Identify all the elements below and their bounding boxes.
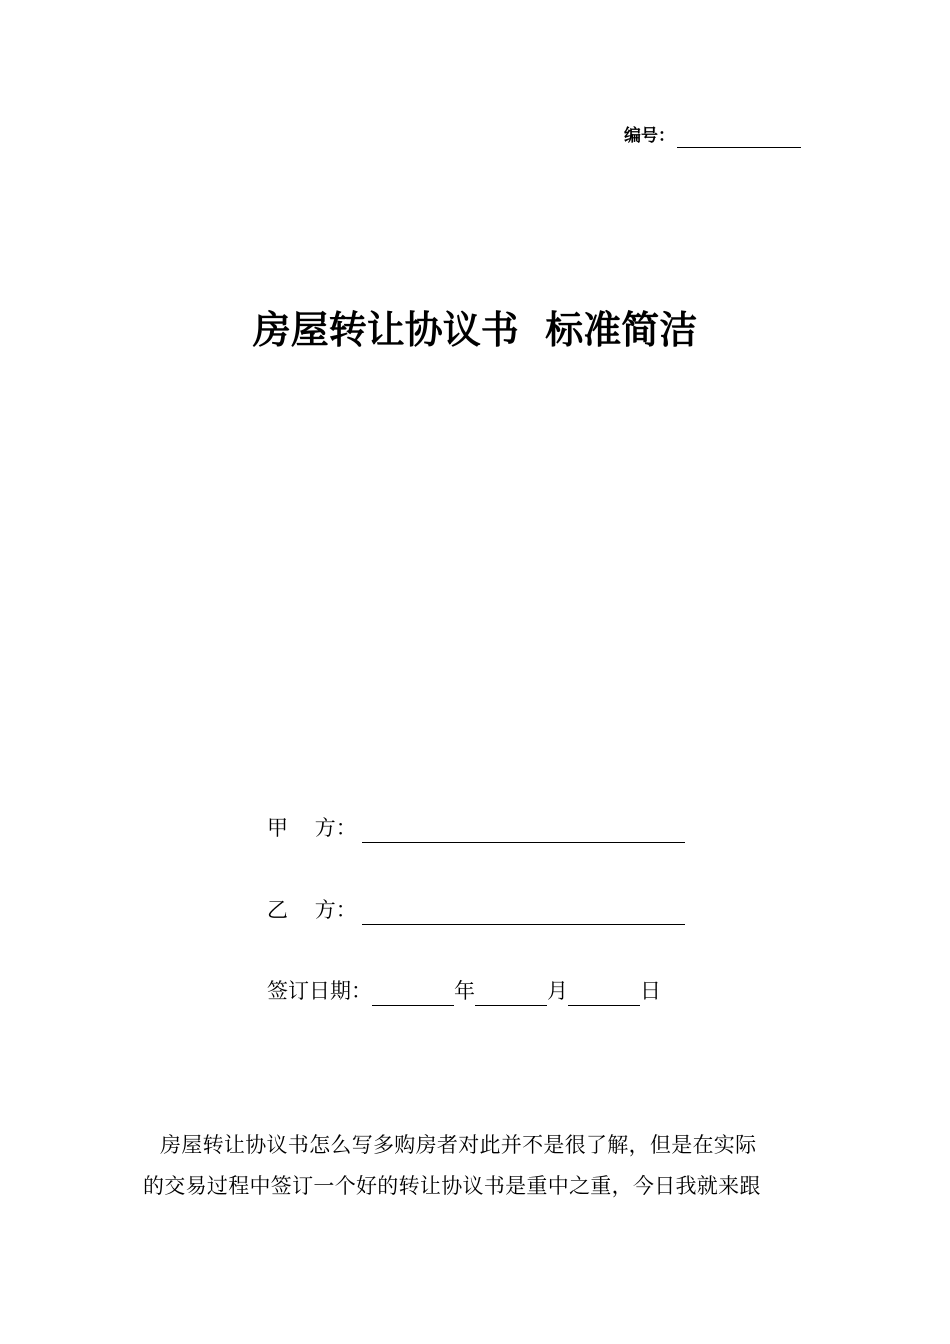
- document-number-blank: [677, 127, 801, 148]
- year-blank: [372, 981, 454, 1006]
- document-number: [624, 124, 801, 148]
- month-label: 月: [547, 979, 568, 1003]
- party-a-row: [267, 813, 685, 843]
- sign-date-label: 签订日期：: [267, 979, 372, 1003]
- day-blank: [568, 981, 640, 1006]
- year-label: 年: [454, 979, 475, 1003]
- month-blank: [475, 981, 547, 1006]
- sign-date-row: [267, 976, 661, 1006]
- day-label: 日: [640, 979, 661, 1003]
- body-line-1: 房屋转让协议书怎么写多购房者对此并不是很了解，但是在实际: [160, 1133, 757, 1157]
- party-b-row: [267, 895, 685, 925]
- party-a-label: 甲 方：: [267, 816, 357, 840]
- party-a-blank: [362, 818, 685, 843]
- body-paragraph: [143, 1125, 808, 1207]
- party-b-blank: [362, 900, 685, 925]
- document-title: 房屋转让协议书 标准简洁: [252, 307, 698, 352]
- party-b-label: 乙 方：: [267, 898, 357, 922]
- body-line-2: 的交易过程中签订一个好的转让协议书是重中之重，今日我就来跟: [143, 1174, 761, 1198]
- document-number-label: 编号：: [624, 126, 675, 146]
